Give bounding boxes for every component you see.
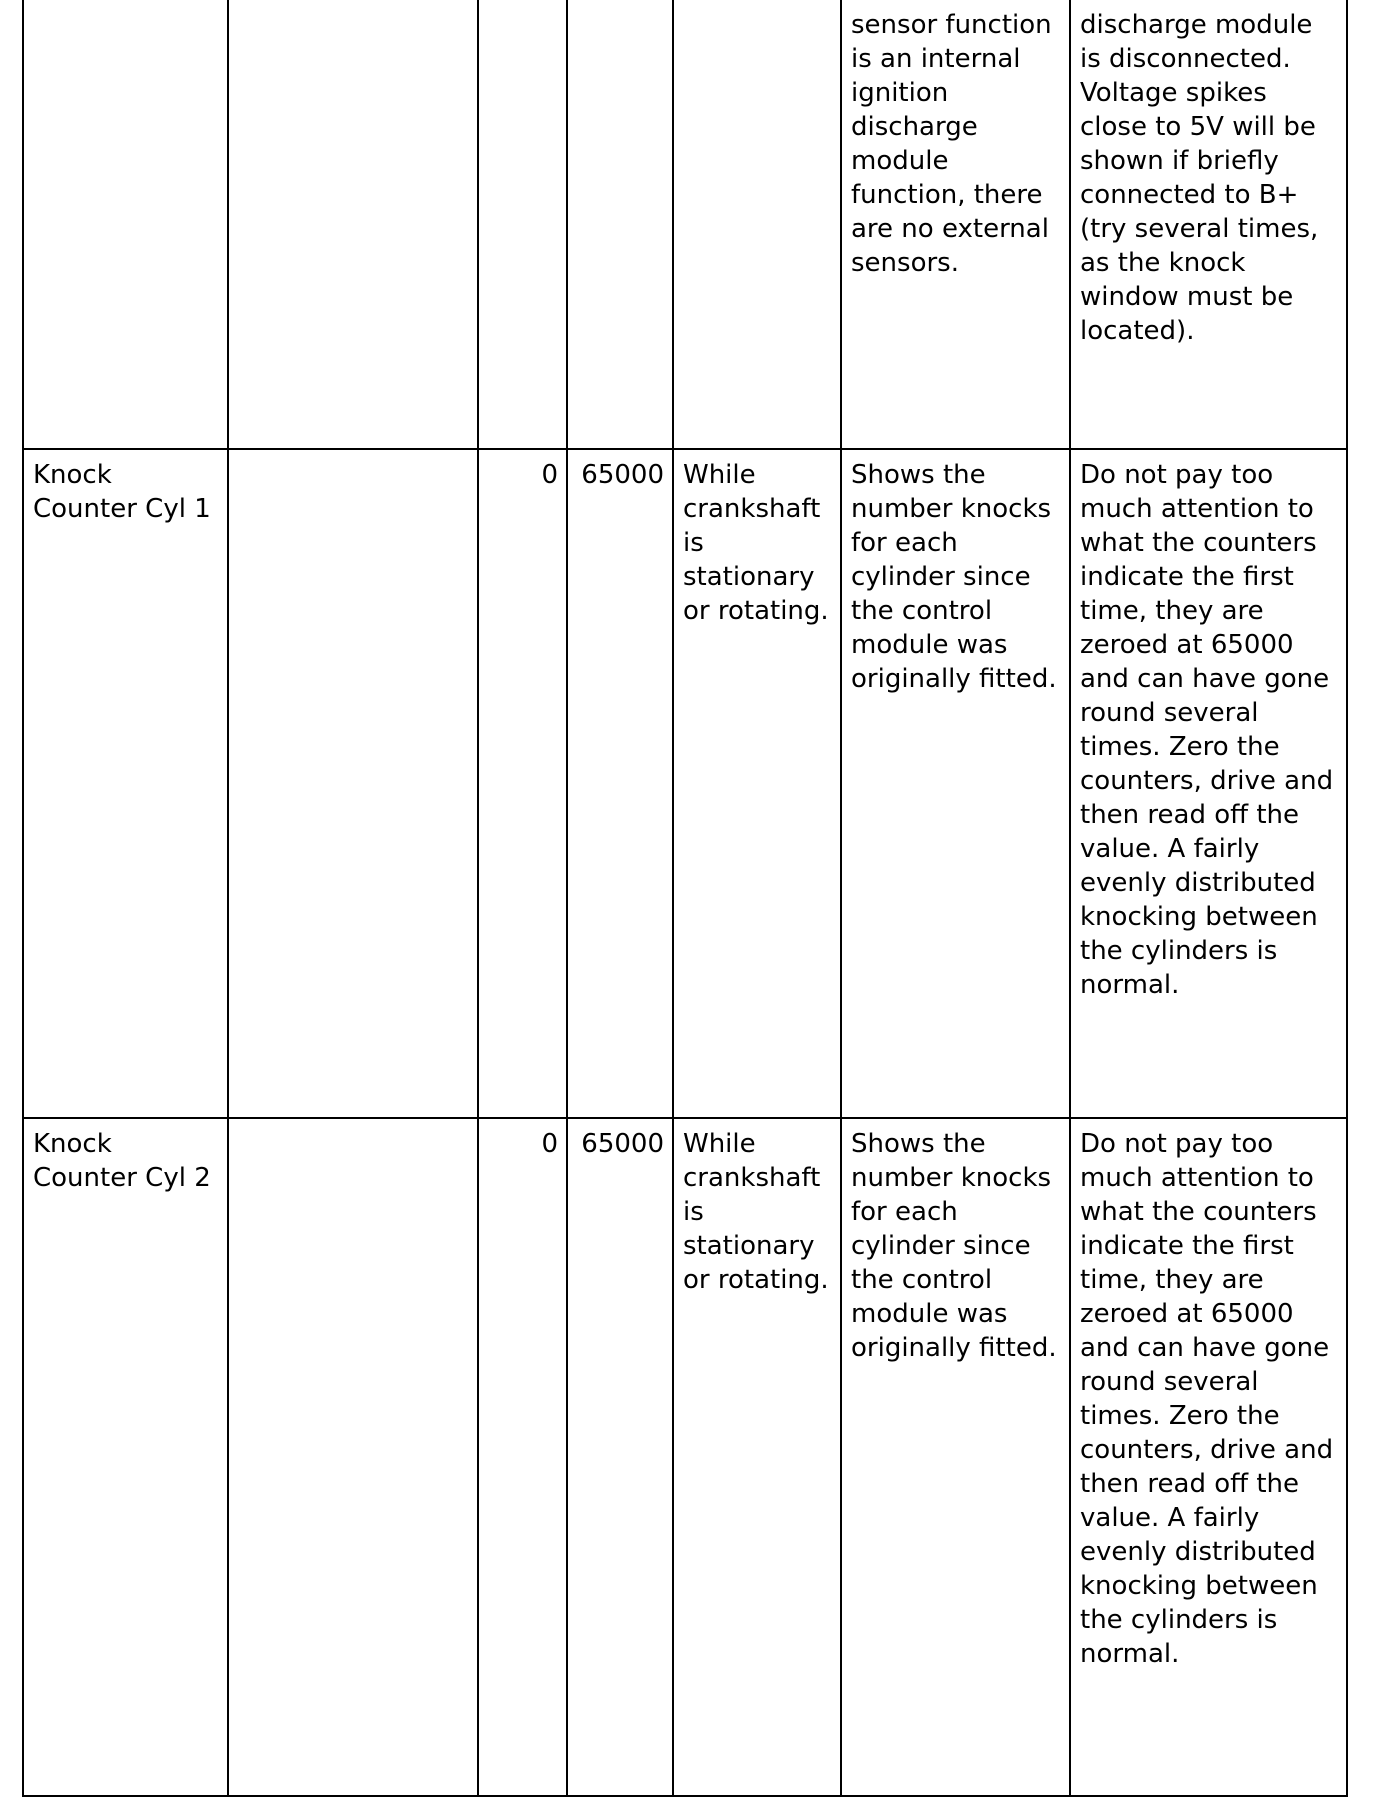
table-row	[23, 0, 1347, 449]
max-value-cell	[567, 0, 673, 449]
condition-cell	[673, 1118, 841, 1796]
condition-cell	[673, 449, 841, 1118]
condition-cell	[673, 0, 841, 449]
parameter-name-cell	[23, 0, 228, 449]
parameter-name-cell	[23, 1118, 228, 1796]
description-cell	[228, 449, 478, 1118]
max-value: 65000	[581, 1129, 664, 1159]
explanation-cell	[841, 0, 1070, 449]
notes-cell	[1070, 1118, 1347, 1796]
max-value-cell	[567, 449, 673, 1118]
max-value-cell	[567, 1118, 673, 1796]
explanation-text: sensor function is an internal ignition discharge module function, there are no external sensors.	[851, 10, 1052, 278]
condition-text: While crankshaft is stationary or rotating.	[683, 460, 829, 626]
parameter-name: Knock Counter Cyl 2	[33, 1129, 211, 1193]
min-value: 0	[541, 460, 558, 490]
table-row	[23, 1118, 1347, 1796]
parameter-name-cell	[23, 449, 228, 1118]
explanation-cell	[841, 1118, 1070, 1796]
notes-text: Do not pay too much attention to what the counters indicate the first time, they are zeroed at 65000 and can have gone round several times. Zero the counters, drive and then read off the value. A fairly evenly distributed knocking between the cylinders is normal.	[1080, 460, 1334, 1000]
parameter-table	[22, 0, 1348, 1797]
min-value: 0	[541, 1129, 558, 1159]
condition-text: While crankshaft is stationary or rotating.	[683, 1129, 829, 1295]
description-cell	[228, 1118, 478, 1796]
explanation-text: Shows the number knocks for each cylinder since the control module was originally fitted.	[851, 460, 1057, 694]
max-value: 65000	[581, 460, 664, 490]
notes-text: discharge module is disconnected. Voltage spikes close to 5V will be shown if briefly connected to B+ (try several times, as the knock window must be located).	[1080, 10, 1319, 346]
explanation-cell	[841, 449, 1070, 1118]
notes-cell	[1070, 449, 1347, 1118]
notes-text: Do not pay too much attention to what the counters indicate the first time, they are zeroed at 65000 and can have gone round several times. Zero the counters, drive and then read off the value. A fairly evenly distributed knocking between the cylinders is normal.	[1080, 1129, 1334, 1669]
min-value-cell	[478, 0, 567, 449]
description-cell	[228, 0, 478, 449]
min-value-cell	[478, 449, 567, 1118]
table-row	[23, 449, 1347, 1118]
parameter-name: Knock Counter Cyl 1	[33, 460, 211, 524]
notes-cell	[1070, 0, 1347, 449]
explanation-text: Shows the number knocks for each cylinder since the control module was originally fitted.	[851, 1129, 1057, 1363]
min-value-cell	[478, 1118, 567, 1796]
